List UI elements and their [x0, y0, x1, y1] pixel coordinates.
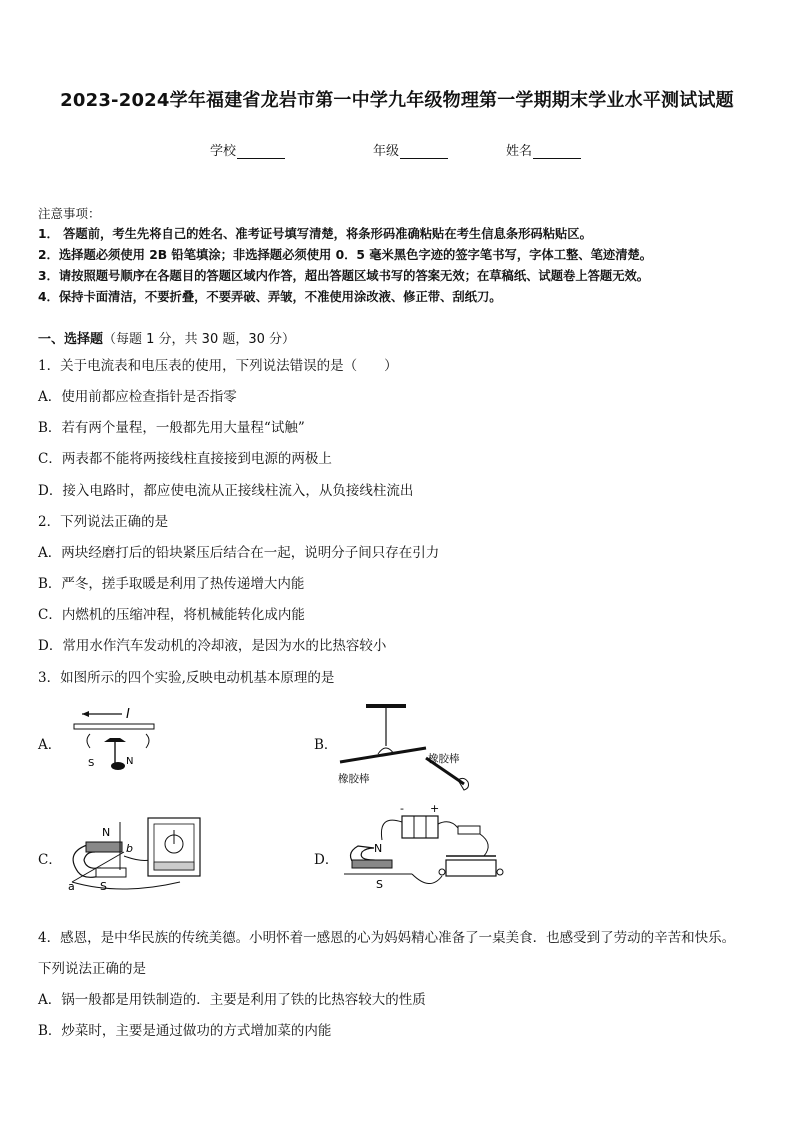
south-label: S: [100, 880, 107, 893]
rotation-arrow-icon: [87, 734, 90, 748]
notice-item: 1． 答题前，考生先将自己的姓名、准考证号填写清楚，将条形码准确粘贴在考生信息条形码粘贴区。: [38, 227, 592, 241]
question-2-option-a: A．两块经磨打后的铅块紧压后结合在一起，说明分子间只存在引力: [38, 545, 440, 561]
name-label: 姓名: [506, 144, 533, 159]
question-3-option-c-label: C．: [38, 852, 62, 868]
battery-minus-label: -: [400, 802, 404, 815]
battery-icon: [402, 816, 438, 838]
school-label: 学校: [210, 144, 237, 159]
question-4-stem-cont: 下列说法正确的是: [38, 961, 146, 977]
compass-needle-icon: [104, 738, 126, 742]
notice-item: 4．保持卡面清洁，不要折叠，不要弄破、弄皱，不准使用涂改液、修正带、刮纸刀。: [38, 290, 502, 304]
lead-wire: [72, 882, 180, 889]
notice-item: 3．请按照题号顺序在各题目的答题区域内作答，超出答题区域书写的答案无效；在草稿纸、试题卷上答题无效。: [38, 269, 650, 283]
question-3-option-b-label: B．: [314, 737, 338, 753]
rheostat-icon: [446, 860, 496, 876]
notice-heading: 注意事项：: [38, 206, 101, 221]
ceiling-bar: [366, 704, 406, 708]
grade-field: [373, 140, 448, 159]
question-1-option-d: D．接入电路时，都应使电流从正接线柱流入，从负接线柱流出: [38, 483, 414, 499]
question-4-option-a: A．锅一般都是用铁制造的．主要是利用了铁的比热容较大的性质: [38, 992, 426, 1008]
magnet-pole: [352, 860, 392, 868]
compass-base: [111, 762, 125, 770]
magnet-top-pole: [86, 842, 122, 852]
south-label: S: [376, 878, 383, 891]
figure-a-oersted: [66, 700, 166, 780]
grade-blank: [400, 146, 448, 159]
figure-b-rubber-rods: [334, 700, 484, 795]
lead-wire: [381, 820, 402, 840]
question-1-option-a: A．使用前都应检查指针是否指零: [38, 389, 237, 405]
north-label: N: [102, 826, 111, 839]
wire: [74, 724, 154, 729]
lead-wire: [480, 834, 488, 856]
south-label: S: [88, 758, 95, 769]
magnet-bottom-pole: [96, 868, 126, 877]
question-2-option-c: C．内燃机的压缩冲程，将机械能转化成内能: [38, 607, 305, 623]
point-b-label: b: [126, 842, 133, 855]
name-field: [506, 140, 581, 159]
rheostat-terminal: [497, 869, 503, 875]
switch-icon: [458, 826, 480, 834]
question-4-option-b: B．炒菜时，主要是通过做功的方式增加菜的内能: [38, 1023, 332, 1039]
lead-wire: [438, 822, 458, 828]
question-3-option-a-label: A．: [38, 737, 62, 753]
name-blank: [533, 146, 581, 159]
question-1-stem: 1．关于电流表和电压表的使用，下列说法错误的是（ ）: [38, 358, 398, 374]
figure-d-motor: [334, 800, 504, 900]
rheostat-terminal: [439, 869, 445, 875]
notice-item: 2．选择题必须使用 2B 铅笔填涂；非选择题必须使用 0．5 毫米黑色字迹的签字笔书写，字体工整、笔迹清楚。: [38, 248, 653, 262]
north-label: N: [374, 842, 383, 855]
north-label: N: [126, 756, 134, 767]
question-2-option-b: B．严冬，搓手取暖是利用了热传递增大内能: [38, 576, 305, 592]
current-label: I: [126, 707, 130, 722]
question-1-option-c: C．两表都不能将两接线柱直接接到电源的两极上: [38, 451, 332, 467]
question-3-stem: 3．如图所示的四个实验,反映电动机基本原理的是: [38, 670, 335, 686]
point-a-label: a: [68, 880, 75, 893]
battery-plus-label: +: [430, 802, 440, 815]
lead-wire: [124, 856, 150, 861]
section-detail: （每题 1 分，共 30 题，30 分）: [103, 332, 296, 347]
lead-wire: [412, 874, 442, 884]
arrow-head-icon: [82, 711, 89, 717]
rod-label-right: 橡胶棒: [428, 753, 460, 765]
section-label: 一、选择题: [38, 332, 104, 347]
page-title: 2023-2024学年福建省龙岩市第一中学九年级物理第一学期期末学业水平测试试题: [60, 90, 734, 111]
question-1-option-b: B．若有两个量程，一般都先用大量程“试触”: [38, 420, 305, 436]
rod-label-left: 橡胶棒: [338, 773, 370, 785]
galvanometer-base: [154, 862, 194, 870]
question-4-stem: 4．感恩，是中华民族的传统美德。小明怀着一感恩的心为妈妈精心准备了一桌美食．也感受到了劳动的辛苦和快乐。: [38, 930, 736, 946]
section-heading: [38, 328, 295, 347]
question-2-stem: 2．下列说法正确的是: [38, 514, 169, 530]
school-field: [210, 140, 285, 159]
school-blank: [237, 146, 285, 159]
question-3-option-d-label: D．: [314, 852, 339, 868]
figure-c-induction: [60, 812, 210, 897]
question-2-option-d: D．常用水作汽车发动机的冷却液，是因为水的比热容较小: [38, 638, 387, 654]
rotation-arrow-icon: [146, 734, 149, 748]
grade-label: 年级: [373, 144, 400, 159]
